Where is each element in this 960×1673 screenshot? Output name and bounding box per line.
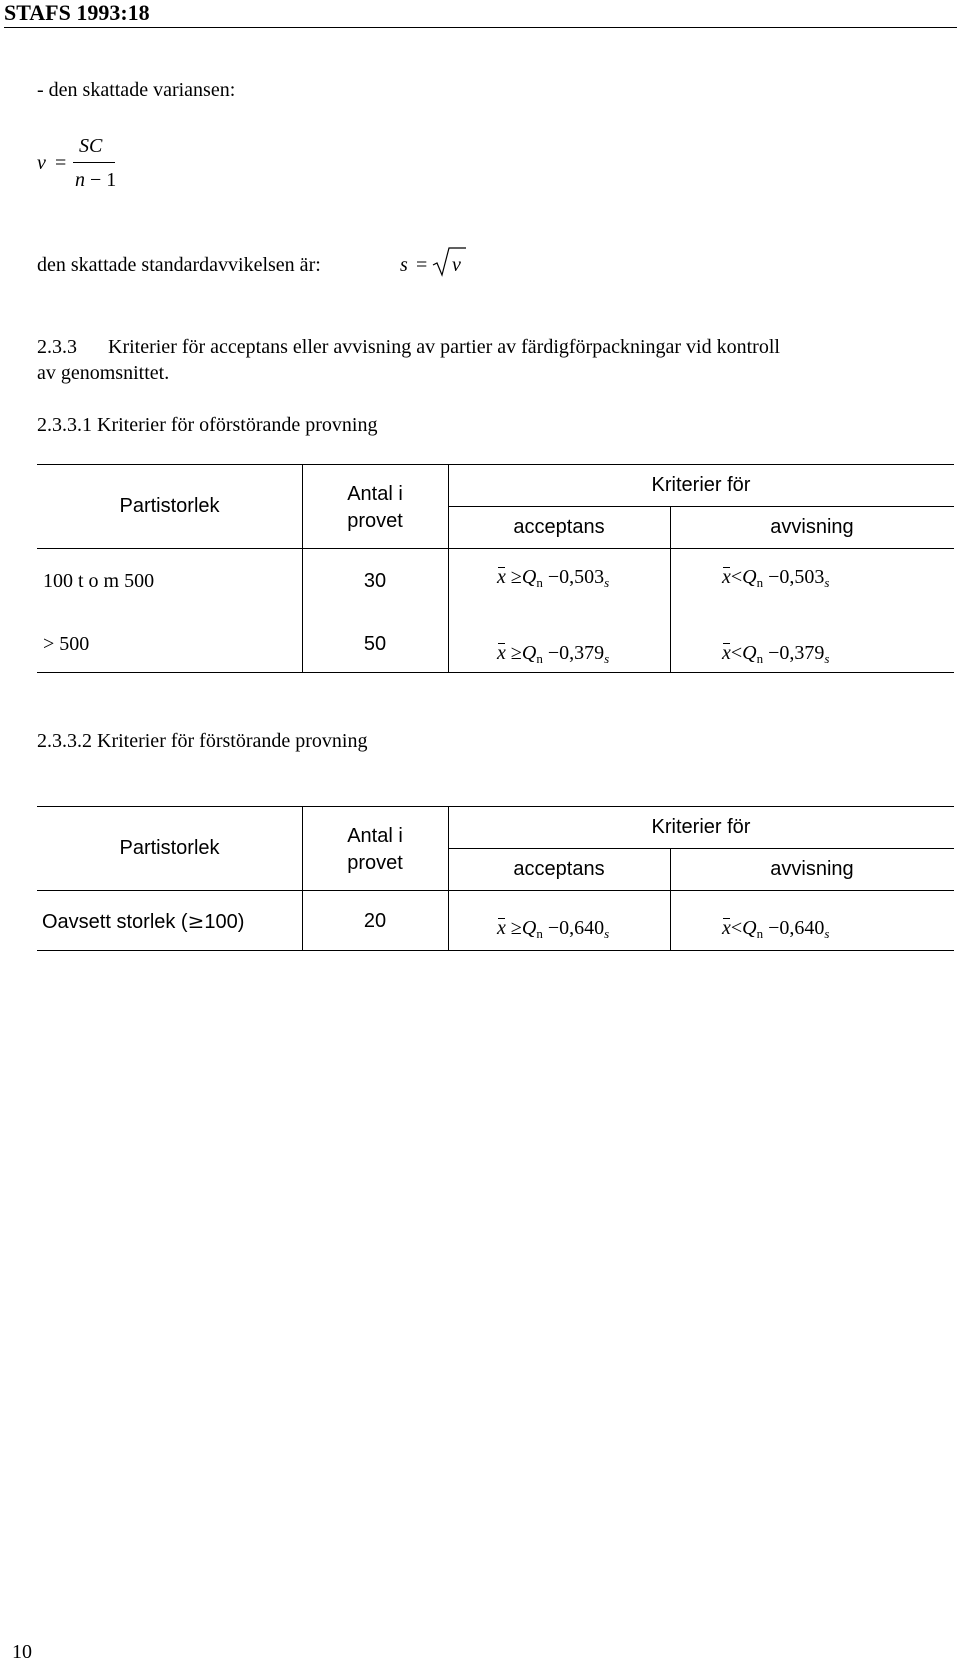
q-symbol: Q [742,917,757,939]
row2-reject-criterion [722,641,829,671]
minus-symbol: − [547,642,560,664]
s-subscript: s [604,575,610,590]
row1-accept-criterion [497,565,609,595]
q-symbol: Q [742,642,757,664]
minus-symbol: − [768,642,780,664]
q-symbol: Q [521,917,537,939]
header-criteria: Kriterier för [651,474,751,496]
row1-reject-criterion [722,565,829,595]
variance-intro: - den skattade variansen: [37,79,236,101]
n-subscript: n [536,651,543,666]
geq-symbol: ≥ [510,642,522,664]
n-subscript: n [756,651,764,666]
table-rule-header [37,890,954,891]
minus-symbol: − [547,566,560,588]
header-lot-size: Partistorlek [119,837,220,859]
xbar-symbol: x [497,566,506,588]
row1-reject-criterion [722,916,829,946]
q-symbol: Q [521,642,537,664]
q-symbol: Q [521,566,537,588]
formula-denom-var: n [75,169,85,191]
sqrt-icon [432,246,468,278]
n-subscript: n [536,575,543,590]
row2-factor: 0,379 [779,642,825,664]
section-number: 2.3.3 [37,336,77,358]
xbar-symbol: x [722,642,731,664]
n-subscript: n [756,575,764,590]
page-number: 10 [12,1641,32,1663]
header-sample-line2: provet [347,510,403,532]
s-subscript: s [824,926,830,941]
table-rule-criteria [448,848,954,849]
section-title-line2: av genomsnittet. [37,362,170,384]
xbar-symbol: x [722,566,731,588]
row1-sample: 20 [363,910,387,932]
lt-symbol: < [730,642,743,664]
n-subscript: n [536,926,543,941]
header-rejection: avvisning [770,858,854,880]
row2-factor: 0,379 [559,642,605,664]
table-rule-top [37,806,954,807]
header-lot-size: Partistorlek [119,495,220,517]
lt-symbol: < [730,566,743,588]
header-rejection: avvisning [770,516,854,538]
subsection-heading-2332: 2.3.3.2 Kriterier för förstörande provning [37,730,368,752]
header-acceptance: acceptans [513,858,605,880]
row1-lot-size [42,909,244,934]
minus-symbol: − [768,917,780,939]
minus-symbol: − [768,566,780,588]
table-rule-criteria [448,506,954,507]
xbar-symbol: x [722,917,731,939]
formula-numerator: SC [79,135,103,157]
minus-symbol: − [547,917,560,939]
row2-lot-size: > 500 [43,633,90,655]
lt-symbol: < [730,917,743,939]
s-subscript: s [824,651,830,666]
fraction-bar [73,162,115,163]
header-sample-line2: provet [347,852,403,874]
header-rule [4,27,957,28]
row1-factor: 0,640 [559,917,605,939]
s-subscript: s [824,575,830,590]
q-symbol: Q [742,566,757,588]
geq-symbol: ≥ [510,566,522,588]
geq-symbol: ≥ [187,909,205,933]
n-subscript: n [756,926,764,941]
criteria-table-destructive [37,806,954,952]
header-acceptance: acceptans [513,516,605,538]
header-sample-line1: Antal i [347,825,403,847]
std-dev-text: den skattade standardavvikelsen är: [37,254,321,276]
formula-denom-rest: − 1 [90,169,117,191]
lot-prefix: Oavsett storlek ( [42,911,188,933]
header-sample-line1: Antal i [347,483,403,505]
xbar-symbol: x [497,917,506,939]
section-title-line1: Kriterier för acceptans eller avvisning av partier av färdigförpackningar vid kontroll [108,336,780,358]
xbar-symbol: x [497,642,506,664]
row1-sample: 30 [363,570,387,592]
table-rule-top [37,464,954,465]
row1-accept-criterion [497,916,609,946]
table-rule-header [37,548,954,549]
s-subscript: s [604,651,610,666]
formula-v-lhs: v [37,152,46,174]
row1-lot-size: 100 t o m 500 [43,570,155,592]
std-formula-lhs: s [400,254,408,276]
document-header: STAFS 1993:18 [4,0,150,25]
row1-factor: 0,503 [559,566,605,588]
lot-suffix: 100) [204,911,245,933]
row2-accept-criterion [497,641,609,671]
formula-v-eq: = [55,152,67,174]
row1-factor: 0,503 [779,566,825,588]
row1-factor: 0,640 [779,917,825,939]
criteria-table-nondestructive [37,464,954,674]
s-subscript: s [604,926,610,941]
std-formula-eq: = [416,254,428,276]
header-criteria: Kriterier för [651,816,751,838]
row2-sample: 50 [363,633,387,655]
table-rule-bottom [37,950,954,951]
table-rule-bottom [37,672,954,673]
std-formula-radicand: v [452,254,461,276]
subsection-heading-2331: 2.3.3.1 Kriterier för oförstörande provning [37,414,378,436]
geq-symbol: ≥ [510,917,522,939]
